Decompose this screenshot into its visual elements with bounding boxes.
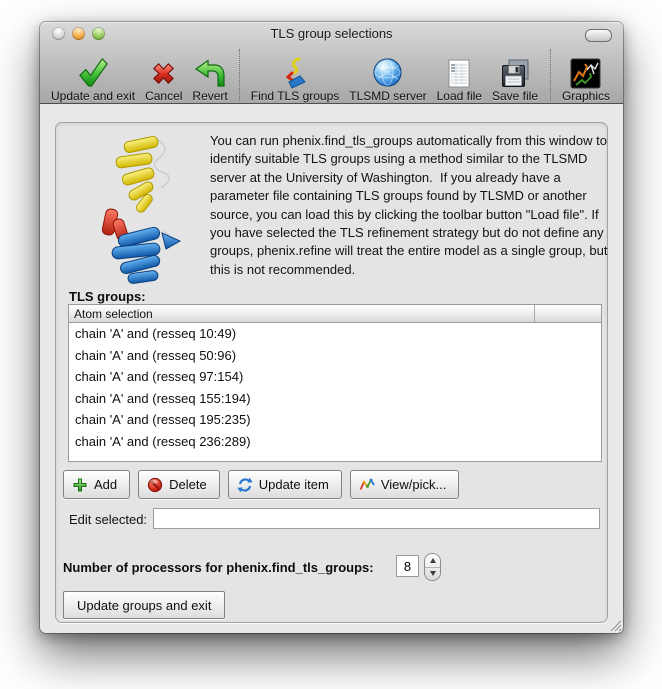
tls-groups-table [68,304,602,462]
table-row[interactable]: chain 'A' and (resseq 50:96) [75,347,237,363]
table-header [68,304,602,323]
resize-grip[interactable] [608,618,622,632]
protein-ribbon-image [94,133,189,285]
edit-selected-input[interactable] [153,508,600,529]
edit-selected-label: Edit selected: [69,512,148,527]
toolbar-divider [550,49,551,101]
delete-button-label: Delete [169,477,207,492]
titlebar[interactable] [40,22,623,44]
toolbar-label: Revert [192,89,228,103]
spreadsheet-file-icon [446,52,472,90]
toolbar [40,44,623,107]
window-title: TLS group selections [270,26,393,41]
toolbar-button-load-file[interactable] [437,52,482,103]
view-pick-button[interactable] [350,470,460,499]
toolbar-button-tlsmd-server[interactable] [349,52,426,103]
no-entry-icon [147,477,163,493]
protein-ribbon-icon [281,52,309,90]
toolbar-button-update-and-exit[interactable] [51,52,135,103]
table-row[interactable]: chain 'A' and (resseq 155:194) [75,390,251,406]
column-header-blank[interactable] [535,305,601,322]
dialog-window [40,22,623,633]
floppy-disk-icon [500,52,531,90]
cancel-x-icon [148,52,179,90]
update-item-button-label: Update item [258,477,329,492]
toolbar-label: TLSMD server [349,89,427,103]
toolbar-label: Find TLS groups [250,89,340,103]
table-row[interactable]: chain 'A' and (resseq 236:289) [75,433,251,449]
toolbar-label: Update and exit [51,89,136,103]
table-row[interactable]: chain 'A' and (resseq 195:235) [75,412,251,428]
toolbar-button-cancel[interactable] [145,52,182,103]
toolbar-label: Load file [436,89,482,103]
molecule-graphics-icon [570,52,601,90]
toolbar-button-save-file[interactable] [492,52,538,103]
table-body[interactable] [68,323,602,462]
processors-input[interactable] [396,555,419,577]
update-groups-button-label: Update groups and exit [77,597,212,613]
processors-label: Number of processors for phenix.find_tls_groups: [63,560,374,575]
plus-icon [72,477,88,493]
view-pick-button-label: View/pick... [380,477,447,492]
table-row[interactable]: chain 'A' and (resseq 97:154) [75,369,244,385]
up-arrow-icon [430,558,436,563]
table-buttons-row [63,470,459,499]
stepper-down-button[interactable] [425,568,440,581]
table-row[interactable]: chain 'A' and (resseq 10:49) [75,326,237,341]
toolbar-toggle-button[interactable] [585,29,612,42]
add-button[interactable] [63,470,130,499]
toolbar-label: Cancel [145,89,183,103]
delete-button[interactable] [138,470,220,499]
molecule-trace-icon [359,477,375,493]
add-button-label: Add [94,477,118,492]
down-arrow-icon [430,571,436,576]
content-panel [55,122,612,623]
toolbar-divider [239,49,240,101]
window-chrome [40,22,623,104]
description-text: You can run phenix.find_tls_groups automatically from this window to identify suitable TLS groups using a method similar to the TLSMD server at the University of Washington. If you already have a parameter file containing TLS groups found by TLSMD or another source, you can load this by clicking the toolbar button "Load file". If you have selected the TLS refinement strategy but do not define any groups, phenix.refine will treat the entire model as a single group, but this is not recommended. [210,133,612,277]
update-item-button[interactable] [228,470,342,499]
toolbar-button-graphics[interactable] [562,52,610,103]
checkmark-icon [77,52,110,90]
column-header-atom-selection[interactable]: Atom selection [69,305,535,322]
processors-stepper [424,553,441,581]
tls-groups-label: TLS groups: [69,289,146,304]
revert-arrow-icon [194,52,226,90]
toolbar-button-find-tls-groups[interactable] [251,52,340,103]
refresh-arrows-icon [237,477,253,493]
toolbar-label: Graphics [561,89,610,103]
stepper-up-button[interactable] [425,554,440,568]
toolbar-label: Save file [491,89,539,103]
update-groups-button[interactable] [63,591,225,619]
toolbar-button-revert[interactable] [192,52,227,103]
globe-icon [371,52,404,90]
